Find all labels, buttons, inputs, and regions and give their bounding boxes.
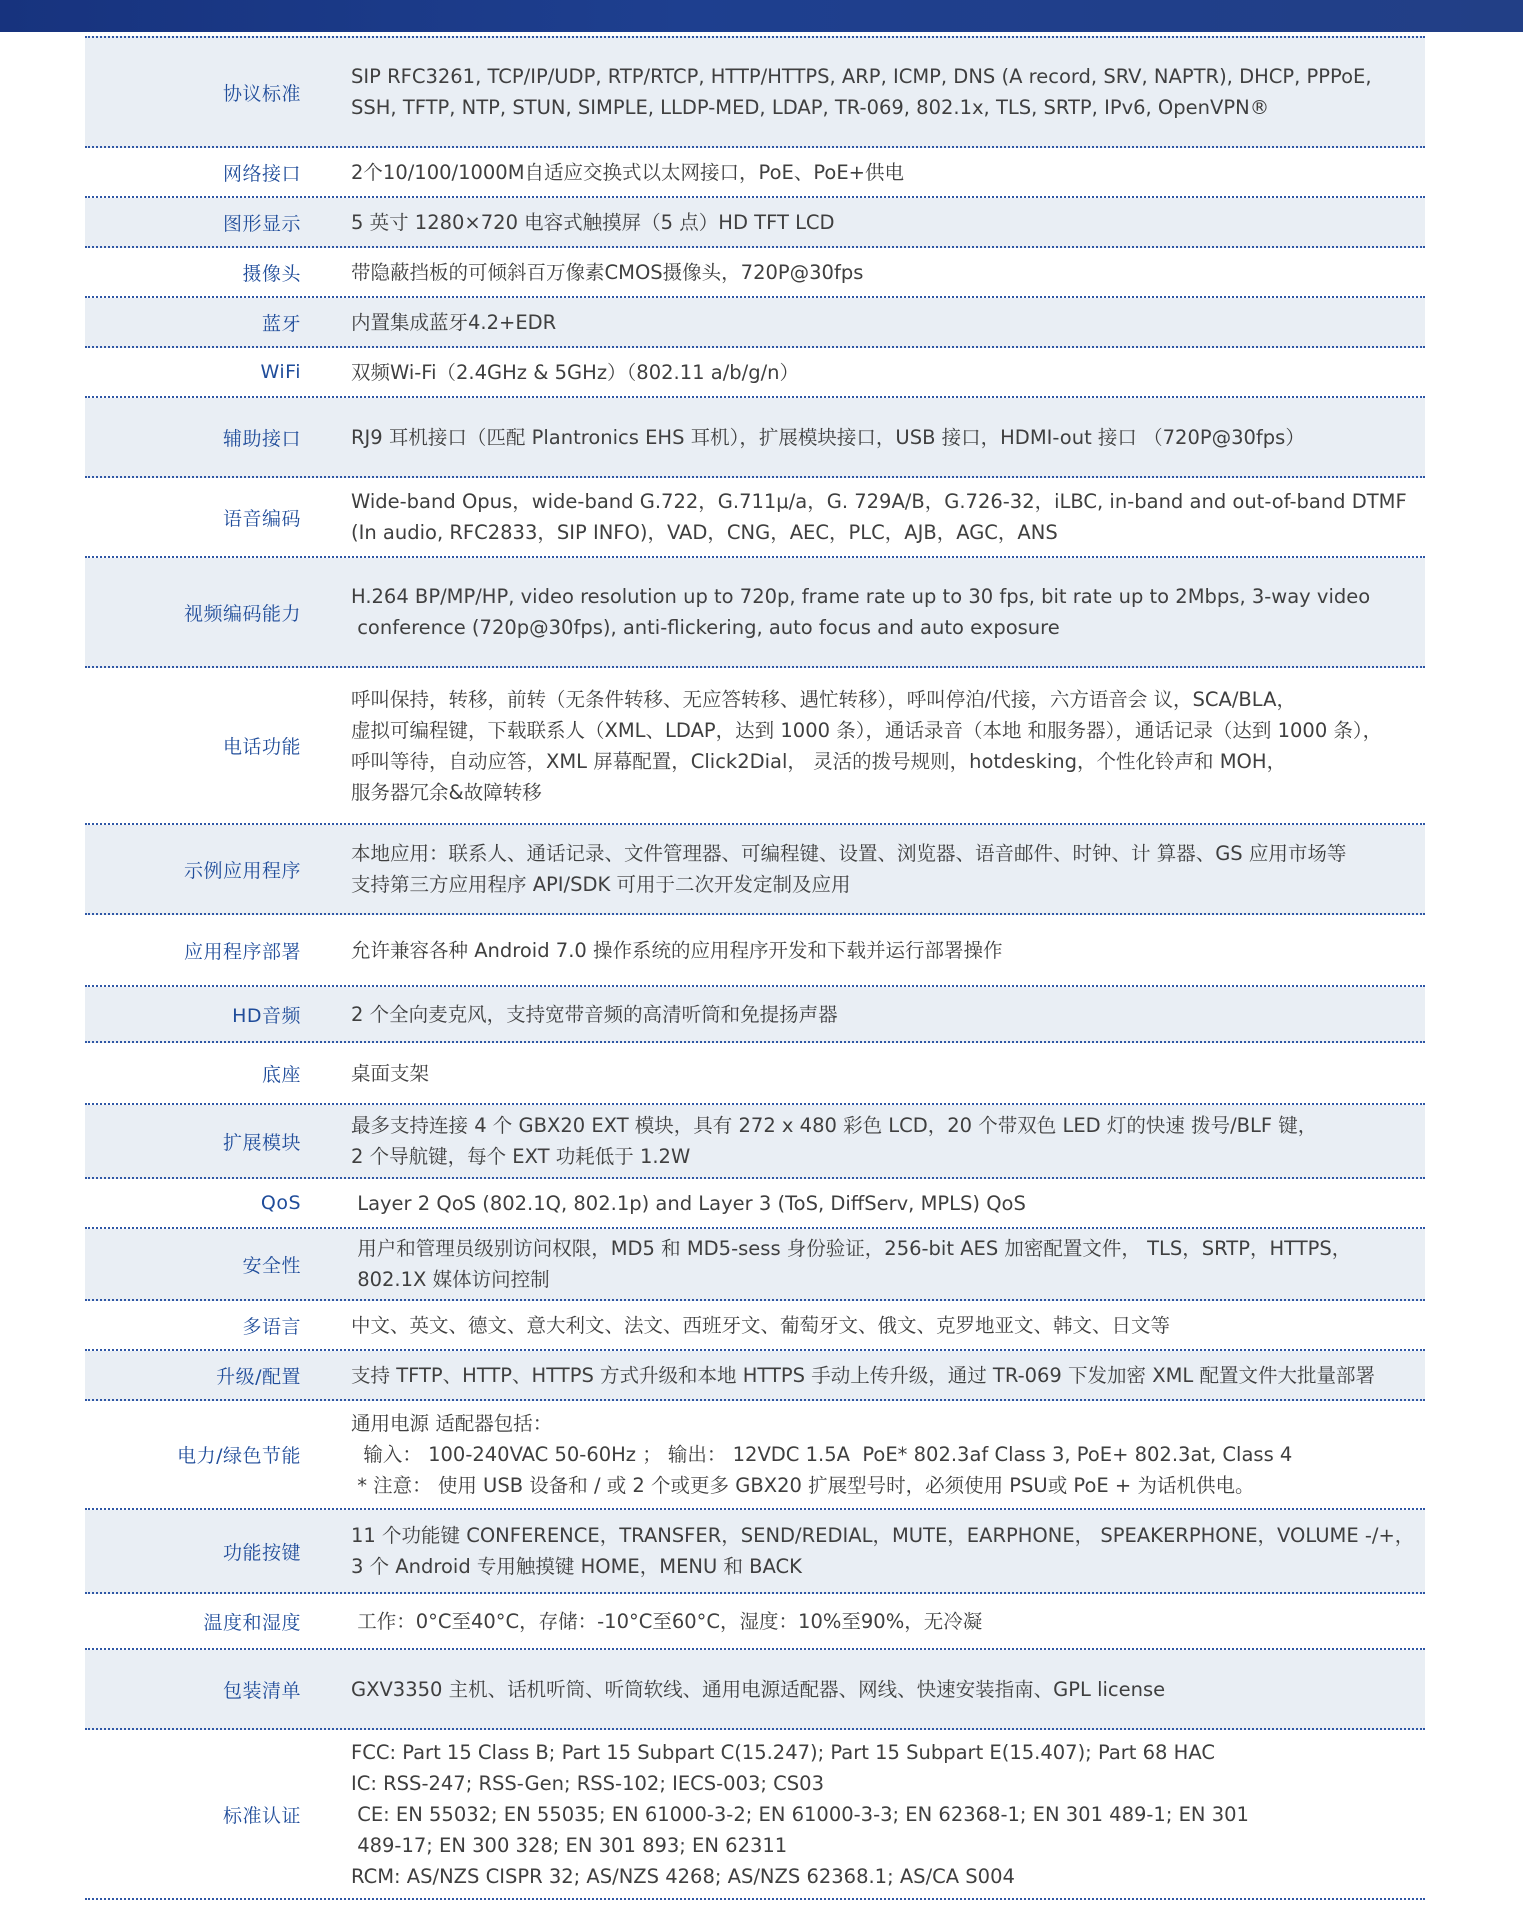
spec-value-line: 桌面支架 (351, 1061, 430, 1085)
spec-value (351, 157, 1425, 188)
spec-row (85, 148, 1425, 198)
spec-value-line: IC: RSS-247; RSS-Gen; RSS-102; IECS-003; CS03 (351, 1771, 824, 1795)
spec-value-line: 内置集成蓝牙4.2+EDR (351, 310, 557, 334)
spec-value (351, 357, 1425, 388)
spec-value-line: FCC: Part 15 Class B; Part 15 Subpart C(15.247); Part 15 Subpart E(15.407); Part 68 HAC (351, 1740, 1215, 1764)
spec-label: 电力/绿色节能 (177, 1445, 301, 1467)
spec-row (85, 1301, 1425, 1351)
spec-value-line: SIP RFC3261, TCP/IP/UDP, RTP/RTCP, HTTP/HTTPS, ARP, ICMP, DNS (A record, SRV, NAPTR), DHCP, PPPoE, (351, 65, 1372, 88)
spec-value-line: H.264 BP/MP/HP, video resolution up to 720p, frame rate up to 30 fps, bit rate up to 2Mbps, 3-way video (351, 585, 1371, 608)
spec-table (85, 36, 1425, 1900)
spec-label: 电话功能 (222, 736, 301, 758)
spec-value-line: (In audio, RFC2833，SIP INFO)，VAD，CNG，AEC，PLC，AJB，AGC，ANS (351, 521, 1058, 544)
spec-label: 温度和湿度 (203, 1611, 301, 1634)
spec-label: 辅助接口 (222, 427, 301, 450)
spec-value-line: 中文、英文、德文、意大利文、法文、西班牙文、葡萄牙文、俄文、克罗地亚文、韩文、日文等 (351, 1313, 1171, 1337)
spec-value-line: 802.1X 媒体访问控制 (351, 1268, 550, 1291)
spec-label: 安全性 (242, 1254, 301, 1277)
spec-value (351, 1408, 1425, 1501)
spec-label: 升级/配置 (216, 1365, 301, 1388)
spec-value (351, 1606, 1425, 1637)
spec-value-line: 允许兼容各种 Android 7.0 操作系统的应用程序开发和下载并运行部署操作 (351, 938, 1003, 962)
spec-label: HD音频 (232, 1004, 301, 1027)
spec-value-line: 489-17; EN 300 328; EN 301 893; EN 62311 (351, 1833, 788, 1857)
spec-value-line: Wide-band Opus，wide-band G.722，G.711μ/a，G. 729A/B，G.726-32，iLBC, in-band and out-of-band DTMF (351, 490, 1407, 513)
spec-value (351, 307, 1425, 338)
spec-value-line: 输入： 100-240VAC 50-60Hz ； 输出： 12VDC 1.5A PoE* 802.3af Class 3, PoE+ 802.3at, Class 4 (351, 1443, 1293, 1466)
spec-row (85, 987, 1425, 1043)
spec-value-line: RCM: AS/NZS CISPR 32; AS/NZS 4268; AS/NZS 62368.1; AS/CA S004 (351, 1864, 1015, 1888)
spec-row (85, 1351, 1425, 1401)
spec-value (351, 935, 1425, 966)
spec-value-line: 2 个导航键，每个 EXT 功耗低于 1.2W (351, 1145, 691, 1168)
spec-value (351, 1737, 1425, 1892)
spec-row (85, 1229, 1425, 1301)
spec-value (351, 1674, 1425, 1705)
spec-value (351, 1058, 1425, 1089)
spec-value-line: 呼叫保持，转移，前转（无条件转移、无应答转移、遇忙转移），呼叫停泊/代接，六方语音会 议，SCA/BLA， (351, 687, 1296, 711)
spec-value-line: GXV3350 主机、话机听筒、听筒软线、通用电源适配器、网线、快速安装指南、GPL license (351, 1677, 1166, 1701)
spec-label: 摄像头 (242, 262, 301, 285)
spec-value-line: conference (720p@30fps), anti-flickering, auto focus and auto exposure (351, 616, 1060, 639)
spec-row (85, 1594, 1425, 1650)
spec-value (351, 257, 1425, 288)
spec-label: 标准认证 (222, 1804, 301, 1827)
spec-value-line: 通用电源 适配器包括： (351, 1412, 553, 1435)
spec-value-line: CE: EN 55032; EN 55035; EN 61000-3-2; EN 61000-3-3; EN 62368-1; EN 301 489-1; EN 301 (351, 1802, 1249, 1826)
spec-label: 包装清单 (222, 1679, 301, 1702)
spec-value-line: 支持 TFTP、HTTP、HTTPS 方式升级和本地 HTTPS 手动上传升级，通过 TR-069 下发加密 XML 配置文件大批量部署 (351, 1363, 1375, 1387)
spec-row (85, 298, 1425, 348)
spec-value-line: 11 个功能键 CONFERENCE，TRANSFER，SEND/REDIAL，MUTE，EARPHONE， SPEAKERPHONE，VOLUME -/+， (351, 1524, 1415, 1547)
spec-value (351, 838, 1425, 900)
spec-value (351, 1520, 1425, 1582)
spec-value (351, 1310, 1425, 1341)
spec-label: 扩展模块 (222, 1131, 301, 1154)
spec-row (85, 1510, 1425, 1594)
spec-value-line: 用户和管理员级别访问权限，MD5 和 MD5-sess 身份验证，256-bit AES 加密配置文件， TLS，SRTP，HTTPS， (351, 1237, 1352, 1260)
spec-label: 底座 (261, 1063, 301, 1086)
spec-label: 图形显示 (222, 212, 301, 235)
spec-row (85, 1650, 1425, 1730)
spec-value (351, 1360, 1425, 1391)
spec-label: 协议标准 (222, 82, 301, 105)
spec-label: 应用程序部署 (183, 940, 301, 963)
spec-row (85, 36, 1425, 148)
spec-value-line: 服务器冗余&故障转移 (351, 780, 542, 804)
spec-value-line: RJ9 耳机接口（匹配 Plantronics EHS 耳机），扩展模块接口，USB 接口，HDMI-out 接口 （720P@30fps） (351, 425, 1305, 449)
spec-row (85, 1730, 1425, 1900)
spec-label: WiFi (260, 361, 301, 383)
spec-row (85, 825, 1425, 915)
spec-value (351, 1110, 1425, 1172)
spec-value-line: Layer 2 QoS (802.1Q, 802.1p) and Layer 3 (ToS, DiffServ, MPLS) QoS (351, 1191, 1026, 1215)
spec-value-line: 2 个全向麦克风，支持宽带音频的高清听筒和免提扬声器 (351, 1002, 838, 1026)
spec-label: 网络接口 (222, 162, 301, 185)
spec-label: 语音编码 (222, 507, 301, 530)
spec-value-line: 支持第三方应用程序 API/SDK 可用于二次开发定制及应用 (351, 873, 851, 896)
spec-row (85, 478, 1425, 558)
spec-row (85, 348, 1425, 398)
spec-row (85, 398, 1425, 478)
spec-value-line: 带隐蔽挡板的可倾斜百万像素CMOS摄像头，720P@30fps (351, 260, 864, 284)
spec-row (85, 198, 1425, 248)
spec-value (351, 684, 1425, 808)
spec-value-line: 2个10/100/1000M自适应交换式以太网接口，PoE、PoE+供电 (351, 160, 904, 184)
spec-row (85, 668, 1425, 825)
spec-value (351, 999, 1425, 1030)
spec-value (351, 422, 1425, 453)
spec-value-line: 呼叫等待，自动应答，XML 屏幕配置，Click2Dial， 灵活的拨号规则，hotdesking，个性化铃声和 MOH， (351, 749, 1287, 773)
spec-value-line: * 注意： 使用 USB 设备和 / 或 2 个或更多 GBX20 扩展型号时，必须使用 PSU或 PoE + 为话机供电。 (351, 1474, 1255, 1497)
spec-value-line: 5 英寸 1280×720 电容式触摸屏（5 点）HD TFT LCD (351, 210, 835, 234)
spec-label: 多语言 (242, 1315, 301, 1338)
spec-value-line: 3 个 Android 专用触摸键 HOME，MENU 和 BACK (351, 1555, 802, 1578)
spec-value-line: 双频Wi-Fi（2.4GHz & 5GHz）（802.11 a/b/g/n） (351, 360, 800, 384)
spec-row (85, 1179, 1425, 1229)
spec-row (85, 558, 1425, 668)
spec-value-line: 最多支持连接 4 个 GBX20 EXT 模块，具有 272 x 480 彩色 LCD，20 个带双色 LED 灯的快速 拨号/BLF 键， (351, 1114, 1318, 1137)
spec-value (351, 581, 1425, 643)
spec-label: 视频编码能力 (183, 602, 301, 625)
spec-label: 蓝牙 (261, 312, 301, 335)
spec-label: 功能按键 (222, 1541, 301, 1564)
spec-row (85, 1043, 1425, 1105)
spec-value (351, 1188, 1425, 1219)
spec-label: 示例应用程序 (183, 859, 301, 882)
spec-row (85, 1401, 1425, 1510)
spec-row (85, 915, 1425, 987)
spec-row (85, 248, 1425, 298)
spec-value (351, 61, 1425, 123)
spec-value-line: 工作：0°C至40°C，存储：-10°C至60°C，湿度：10%至90%，无冷凝 (351, 1609, 983, 1633)
spec-value (351, 486, 1425, 548)
spec-row (85, 1105, 1425, 1179)
header-band (0, 0, 1523, 32)
spec-value-line: 本地应用：联系人、通话记录、文件管理器、可编程键、设置、浏览器、语音邮件、时钟、计 算器、GS 应用市场等 (351, 842, 1347, 865)
spec-value-line: 虚拟可编程键，下载联系人（XML、LDAP，达到 1000 条），通话录音（本地 和服务器），通话记录（达到 1000 条）， (351, 718, 1383, 742)
spec-value (351, 1233, 1425, 1295)
spec-label: QoS (260, 1192, 301, 1214)
spec-value-line: SSH, TFTP, NTP, STUN, SIMPLE, LLDP-MED, LDAP, TR-069, 802.1x, TLS, SRTP, IPv6, OpenVPN® (351, 96, 1270, 119)
spec-value (351, 207, 1425, 238)
